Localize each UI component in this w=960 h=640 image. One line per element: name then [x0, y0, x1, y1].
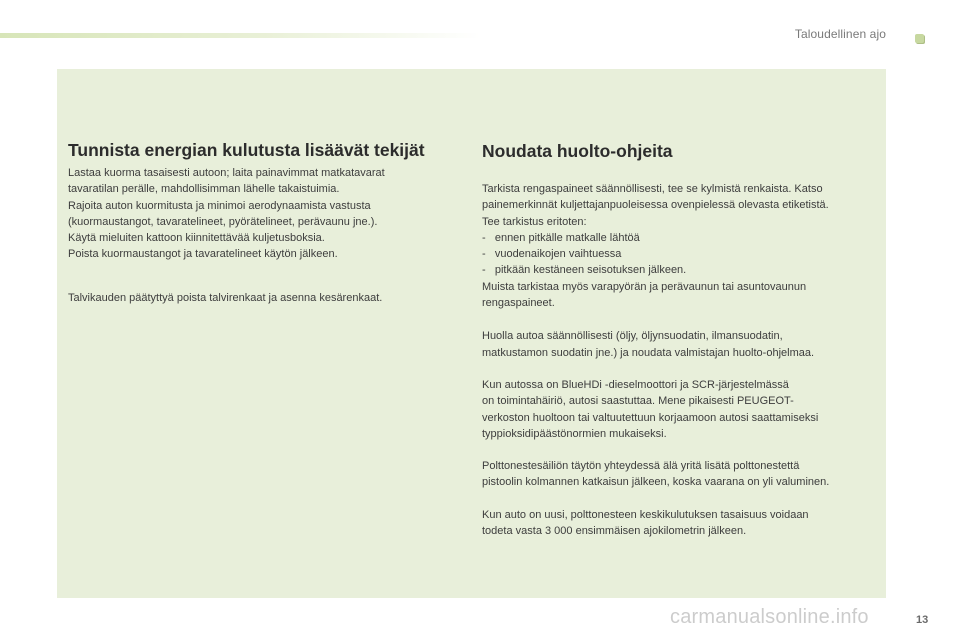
right-heading: Noudata huolto-ohjeita: [482, 141, 673, 161]
square-bullet-icon: [915, 34, 924, 43]
right-paragraph-2: Huolla autoa säännöllisesti (öljy, öljynsuodatin, ilmansuodatin, matkustamon suodatin jne.) ja noudata valmistajan huolto-ohjelmaa.: [482, 330, 815, 359]
right-column: [482, 141, 882, 539]
left-column: [68, 141, 438, 306]
section-title: Taloudellinen ajo: [794, 27, 886, 41]
right-paragraph-1: Tarkista rengaspaineet säännöllisesti, tee se kylmistä renkaista. Katso painemerkinnät kuljettajanpuoleisessa ovenpielessä olevasta etiketistä. Tee tarkistus eritoten: - ennen pitkälle matkalle lähtöä - vuodenaikojen vaihtuessa - pitkään kestäneen seisotuksen jälkeen. Muista tarkistaa myös varapyörän ja perävaunun tai asuntovaunun rengaspaineet.: [482, 183, 829, 310]
left-heading: Tunnista energian kulutusta lisäävät tekijät: [68, 140, 425, 160]
right-paragraph-5: Kun auto on uusi, polttonesteen keskikulutuksen tasaisuus voidaan todeta vasta 3 000 ensimmäisen ajokilometrin jälkeen.: [482, 508, 809, 538]
page-number: 13: [916, 614, 929, 626]
watermark: carmanualsonline.info: [670, 606, 869, 628]
right-paragraph-3: Kun autossa on BlueHDi -dieselmoottori ja SCR-järjestelmässä on toimintahäiriö, autosi saastuttaa. Mene pikaisesti PEUGEOT- verkoston huoltoon tai valtuutettuun korjaamoon autosi saattamiseksi typpioksidipäästönormien mukaiseksi.: [482, 378, 819, 440]
header-rule: [0, 33, 480, 38]
left-paragraph-1: Lastaa kuorma tasaisesti autoon; laita painavimmat matkatavarat tavaratilan perälle, mahdollisimman lähelle takaistuimia. Rajoita auton kuormitusta ja minimoi aerodynaamista vastusta (kuormaustangot, tavaratelineet, pyörätelineet, perävaunu jne.). Käytä mieluiten kattoon kiinnitettävää kuljetusboksia. Poista kuormaustangot ja tavaratelineet käytön jälkeen.: [68, 167, 385, 261]
left-paragraph-2: Talvikauden päätyttyä poista talvirenkaat ja asenna kesärenkaat.: [68, 291, 383, 304]
right-paragraph-4: Polttonestesäiliön täytön yhteydessä älä yritä lisätä polttonestettä pistoolin kolmannen katkaisun jälkeen, koska vaarana on yli valuminen.: [482, 460, 830, 489]
